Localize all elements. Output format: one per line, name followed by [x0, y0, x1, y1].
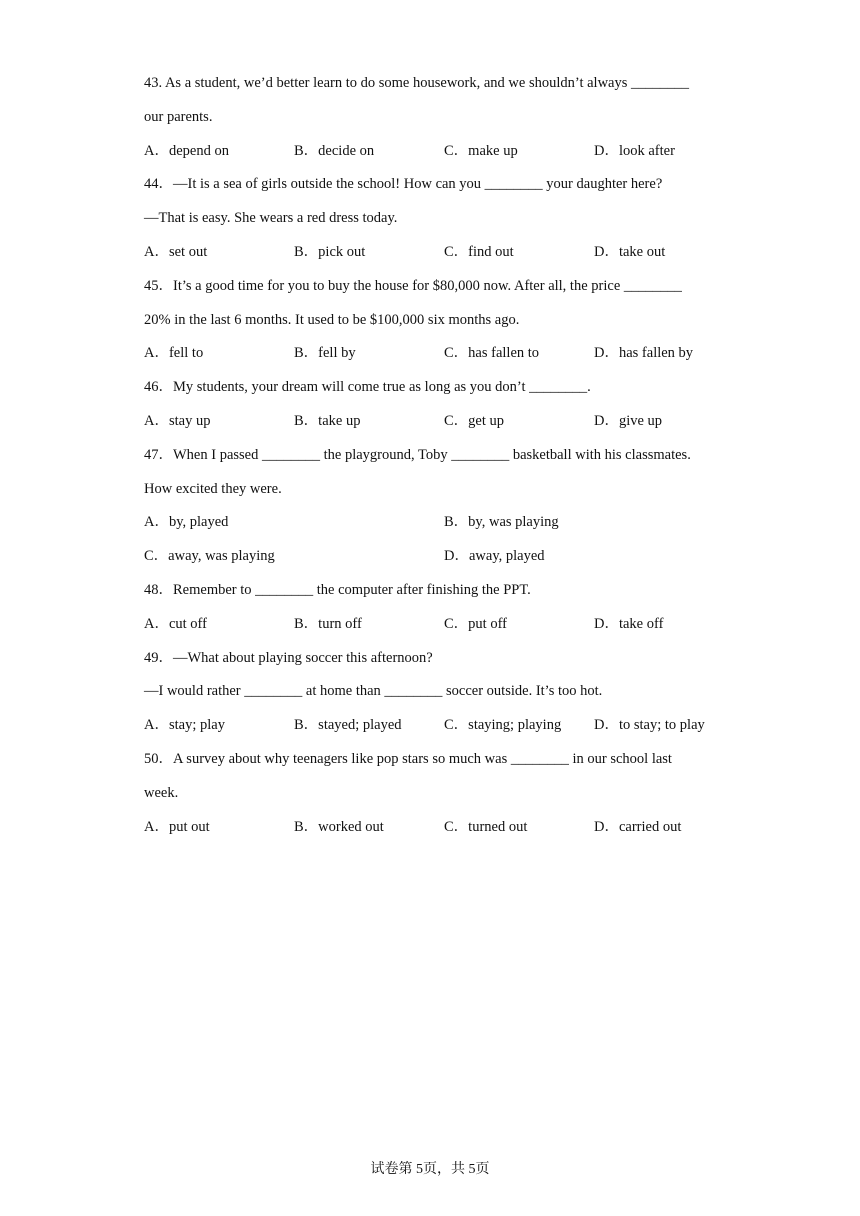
answer-option: B．stayed; played — [294, 717, 402, 734]
question-text-line: our parents. — [144, 108, 213, 125]
options-row — [144, 340, 724, 374]
question-text-line: 46．My students, your dream will come true as long as you don’t ________. — [144, 379, 591, 396]
question-block — [144, 374, 724, 442]
answer-option: A．fell to — [144, 345, 204, 362]
answer-option: D．carried out — [594, 818, 682, 835]
answer-option: C．make up — [444, 142, 518, 159]
answer-option: A．stay up — [144, 412, 211, 429]
answer-option: B．worked out — [294, 818, 384, 835]
question-text-line: —I would rather ________ at home than ________ soccer outside. It’s too hot. — [144, 683, 603, 700]
answer-option: B．turn off — [294, 615, 362, 632]
answer-option: C．staying; playing — [444, 717, 562, 734]
answer-option: C．put off — [444, 615, 507, 632]
answer-option: B．by, was playing — [444, 514, 559, 531]
answer-option: B．take up — [294, 412, 361, 429]
answer-option: D．away, played — [444, 548, 545, 565]
page-footer: 试卷第 5页，共 5页 — [370, 1162, 490, 1177]
options-row — [144, 408, 724, 442]
answer-option: D．to stay; to play — [594, 717, 705, 734]
question-text-line: 20% in the last 6 months. It used to be $100,000 six months ago. — [144, 311, 520, 328]
question-block — [144, 577, 724, 645]
options-row — [144, 712, 724, 746]
answer-option: C．has fallen to — [444, 345, 540, 362]
answer-option: D．has fallen by — [594, 345, 694, 362]
question-list — [144, 70, 724, 847]
answer-option: A．cut off — [144, 615, 207, 632]
question-block — [144, 171, 724, 272]
answer-option: B．fell by — [294, 345, 356, 362]
question-block — [144, 746, 724, 847]
answer-option: D．take off — [594, 615, 664, 632]
question-text-line: 45．It’s a good time for you to buy the house for $80,000 now. After all, the price ________ — [144, 277, 682, 294]
question-text-line: —That is easy. She wears a red dress today. — [144, 210, 398, 227]
answer-option: A．stay; play — [144, 717, 225, 734]
question-text-line: 43. As a student, we’d better learn to do some housework, and we shouldn’t always ________ — [144, 75, 689, 91]
answer-option: D．give up — [594, 412, 663, 429]
question-text-line: 50．A survey about why teenagers like pop stars so much was ________ in our school last — [144, 750, 672, 767]
answer-option: C．turned out — [444, 818, 528, 835]
options-row — [144, 543, 724, 577]
options-row — [144, 239, 724, 273]
answer-option: A．by, played — [144, 514, 229, 531]
question-text-line: 44．—It is a sea of girls outside the school! How can you ________ your daughter here? — [144, 176, 663, 193]
options-row — [144, 138, 724, 172]
answer-option: B．pick out — [294, 243, 366, 260]
answer-option: A．depend on — [144, 142, 229, 159]
answer-option: B．decide on — [294, 142, 375, 159]
answer-option: A．put out — [144, 818, 210, 835]
options-row — [144, 611, 724, 645]
question-text-line: 49．—What about playing soccer this afternoon? — [144, 649, 433, 666]
question-block — [144, 645, 724, 746]
question-text-line: 48．Remember to ________ the computer after finishing the PPT. — [144, 581, 531, 598]
question-block — [144, 273, 724, 374]
question-text-line: How excited they were. — [144, 480, 282, 497]
options-row — [144, 509, 724, 543]
options-row — [144, 814, 724, 848]
answer-option: C．get up — [444, 412, 505, 429]
answer-option: C．away, was playing — [144, 548, 275, 565]
question-text-line: week. — [144, 784, 179, 801]
question-block — [144, 70, 724, 171]
question-block — [144, 442, 724, 577]
answer-option: D．take out — [594, 243, 666, 260]
question-text-line: 47．When I passed ________ the playground, Toby ________ basketball with his classmates. — [144, 446, 691, 463]
answer-option: D．look after — [594, 142, 675, 159]
answer-option: A．set out — [144, 243, 208, 260]
answer-option: C．find out — [444, 243, 514, 260]
